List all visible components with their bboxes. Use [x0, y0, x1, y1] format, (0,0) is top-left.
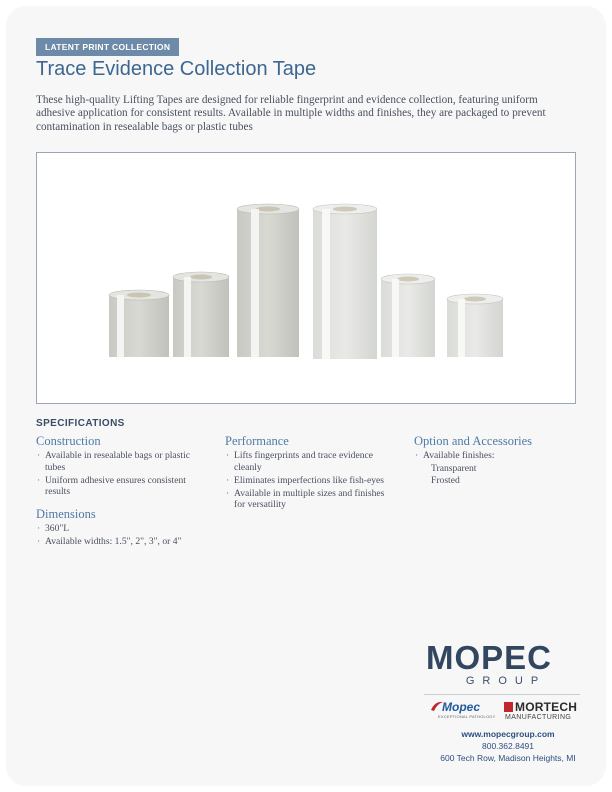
performance-list — [225, 450, 395, 511]
list-item: Transparent — [431, 462, 477, 474]
intro-paragraph: These high-quality Lifting Tapes are designed for reliable fingerprint and evidence collection, featuring uniform adhesive application for consistent results. Available in multiple widths and finishes, they are packaged to prevent contamination in resealable bags or plastic tubes — [36, 94, 546, 133]
logo-divider — [424, 694, 580, 695]
construction-title: Construction — [36, 434, 101, 448]
contact-block — [424, 728, 592, 764]
list-item: · Available in resealable bags or plastic tubes — [36, 450, 206, 473]
finishes-list — [414, 463, 584, 486]
list-item: · Available widths: 1.5", 2", 3", or 4" — [36, 536, 206, 548]
tape-rolls-illustration — [37, 153, 577, 405]
mopec-sub-logo: Mopec EXCEPTIONAL PATHOLOGY — [430, 700, 495, 719]
category-tag: LATENT PRINT COLLECTION — [36, 38, 179, 56]
specifications-heading: SPECIFICATIONS — [36, 418, 125, 429]
list-item: · Uniform adhesive ensures consistent results — [36, 475, 206, 498]
list-item: · Lifts fingerprints and trace evidence cleanly — [225, 450, 395, 473]
construction-list — [36, 450, 206, 498]
tape-roll-1 — [109, 290, 169, 357]
tape-roll-6 — [447, 294, 503, 357]
spec-column-3 — [414, 434, 584, 486]
list-item: Frosted — [431, 474, 460, 486]
list-item: · Eliminates imperfections like fish-eyes — [225, 475, 395, 487]
mortech-sub-logo: MORTECH MANUFACTURING — [505, 700, 578, 721]
tape-roll-4 — [313, 204, 377, 359]
mortech-mark-icon — [504, 702, 513, 712]
spec-column-1 — [36, 434, 206, 549]
sub-brand-logos — [424, 698, 580, 724]
logo-main-word: MOPEC — [426, 639, 553, 676]
tape-roll-2 — [173, 272, 229, 357]
mopec-swoosh-icon — [430, 700, 444, 712]
logo-sub-word: GROUP — [465, 675, 547, 687]
dimensions-list — [36, 523, 206, 548]
list-item: · 360"L — [36, 523, 206, 535]
datasheet-page — [6, 6, 606, 786]
dimensions-title: Dimensions — [36, 506, 96, 521]
mopec-group-logo — [424, 639, 580, 724]
tape-roll-5 — [381, 274, 435, 357]
tape-roll-3 — [237, 204, 299, 357]
page-title: Trace Evidence Collection Tape — [36, 58, 317, 80]
phone-number: 800.362.8491 — [482, 741, 534, 751]
spec-column-2 — [225, 434, 395, 512]
options-title: Option and Accessories — [414, 434, 533, 448]
address: 600 Tech Row, Madison Heights, MI — [440, 753, 576, 763]
performance-title: Performance — [225, 434, 289, 448]
list-item: · Available finishes: — [414, 450, 584, 462]
website-link[interactable]: www.mopecgroup.com — [461, 729, 555, 739]
list-item: · Available in multiple sizes and finishes for versatility — [225, 488, 395, 511]
product-photo — [36, 152, 576, 404]
options-list — [414, 450, 584, 462]
